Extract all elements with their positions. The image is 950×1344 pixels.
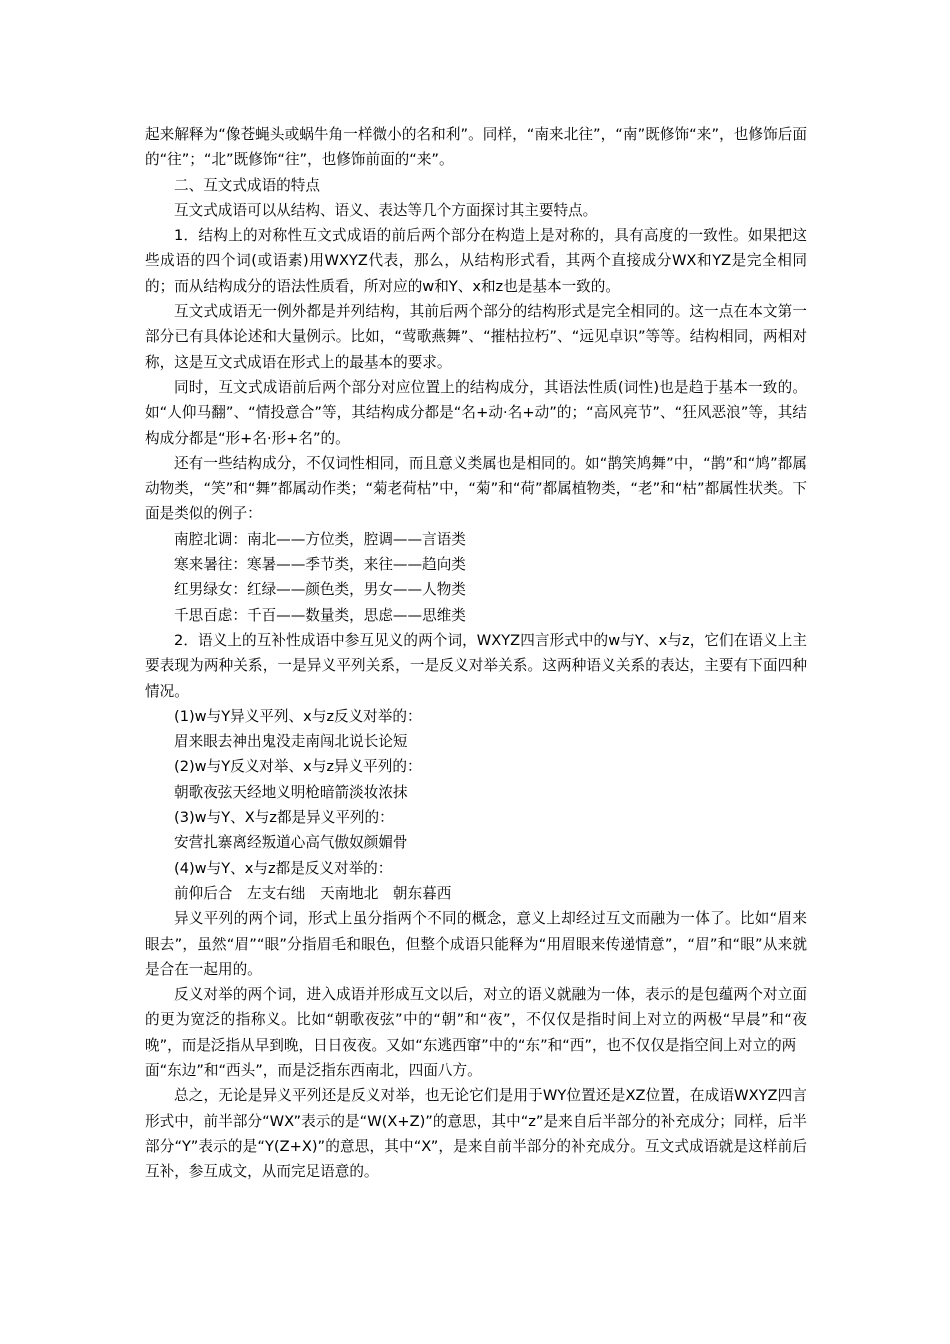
- paragraph: 起来解释为“像苍蝇头或蜗牛角一样微小的名和利”。同样，“南来北往”，“南”既修饰“来”，也修饰后面的“往”；“北”既修饰“往”，也修饰前面的“来”。: [145, 126, 807, 169]
- example-line: 千思百虑：千百——数量类，思虑——思维类: [174, 606, 466, 624]
- example-line: 眉来眼去神出鬼没走南闯北说长论短: [174, 733, 408, 751]
- paragraph: 总之，无论是异义平列还是反义对举，也无论它们是用于WY位置还是XZ位置，在成语WXYZ四言形式中，前半部分“WX”表示的是“W(X+Z)”的意思，其中“z”是来自后半部分的补充成分；同样，后半部分“Y”表示的是“Y(Z+X)”的意思，其中“X”，是来自前半部分的补充成分。互文式成语就是这样前后互补，参互成文，从而完足语意的。: [145, 1087, 807, 1181]
- paragraph: 2．语义上的互补性成语中参互见义的两个词，WXYZ四言形式中的w与Y、x与z，它们在语义上主要表现为两种关系，一是异义平列关系，一是反义对举关系。这两种语义关系的表达，主要有下面四种情况。: [145, 631, 807, 700]
- example-line: 安营扎寨离经叛道心高气傲奴颜媚骨: [174, 834, 408, 852]
- example-line: 红男绿女：红绿——颜色类，男女——人物类: [174, 581, 466, 599]
- example-line: 朝歌夜弦天经地义明枪暗箭淡妆浓抹: [174, 783, 408, 801]
- paragraph: 还有一些结构成分，不仅词性相同，而且意义类属也是相同的。如“鹊笑鸠舞”中，“鹊”和“鸠”都属动物类，“笑”和“舞”都属动作类；“菊老荷枯”中，“菊”和“荷”都属植物类，“老”和“枯”都属性状类。下面是类似的例子：: [145, 454, 807, 523]
- paragraph: 反义对举的两个词，进入成语并形成互文以后，对立的语义就融为一体，表示的是包蕴两个对立面的更为宽泛的指称义。比如“朝歌夜弦”中的“朝”和“夜”，不仅仅是指时间上对立的两极“早晨”和“夜晚”，而是泛指从早到晚，日日夜夜。又如“东逃西窜”中的“东”和“西”，也不仅仅是指空间上对立的两: [145, 986, 807, 1054]
- paragraph: 互文式成语无一例外都是并列结构，其前后两个部分的结构形式是完全相同的。这一点在本文第一部分已有具体论述和大量例示。比如，“莺歌燕舞”、“摧枯拉朽”、“远见卓识”等等。结构相同，两相对称，这是互文式成语在形式上的最基本的要求。: [145, 303, 807, 371]
- paragraph: 面“东边”和“西头”，而是泛指东西南北，四面八方。: [145, 1061, 482, 1079]
- example-line: 寒来暑往：寒暑——季节类，来往——趋向类: [174, 556, 466, 574]
- example-line: 前仰后合 左支右绌 天南地北 朝东暮西: [174, 884, 452, 902]
- paragraph: 1．结构上的对称性互文式成语的前后两个部分在构造上是对称的，具有高度的一致性。如果把这些成语的四个词(或语素)用WXYZ代表，那么，从结构形式看，其两个直接成分WX和YZ是完全相同的；而从结构成分的语法性质看，所对应的w和Y、x和z也是基本一致的。: [145, 227, 807, 295]
- paragraph: 同时，互文式成语前后两个部分对应位置上的结构成分，其语法性质(词性)也是趋于基本一致的。如“人仰马翻”、“情投意合”等，其结构成分都是“名+动·名+动”的；“高风亮节”、“狂风恶浪”等，其结构成分都是“形+名·形+名”的。: [145, 378, 807, 447]
- paragraph: 互文式成语可以从结构、语义、表达等几个方面探讨其主要特点。: [174, 201, 598, 219]
- example-line: 南腔北调：南北——方位类，腔调——言语类: [174, 530, 466, 548]
- paragraph: 二、互文式成语的特点: [174, 176, 320, 194]
- example-line: (3)w与Y、X与z都是异义平列的：: [174, 809, 394, 827]
- example-line: (2)w与Y反义对举、x与z异义平列的：: [174, 758, 422, 776]
- document-body: [145, 122, 807, 1184]
- example-line: (4)w与Y、x与z都是反义对举的：: [174, 859, 393, 877]
- paragraph: 异义平列的两个词，形式上虽分指两个不同的概念，意义上却经过互文而融为一体了。比如“眉来眼去”，虽然“眉”“眼”分指眉毛和眼色，但整个成语只能释为“用眉眼来传递情意”，“眉”和“眼”从来就是合在一起用的。: [145, 910, 807, 978]
- example-line: (1)w与Y异义平列、x与z反义对举的：: [174, 707, 422, 725]
